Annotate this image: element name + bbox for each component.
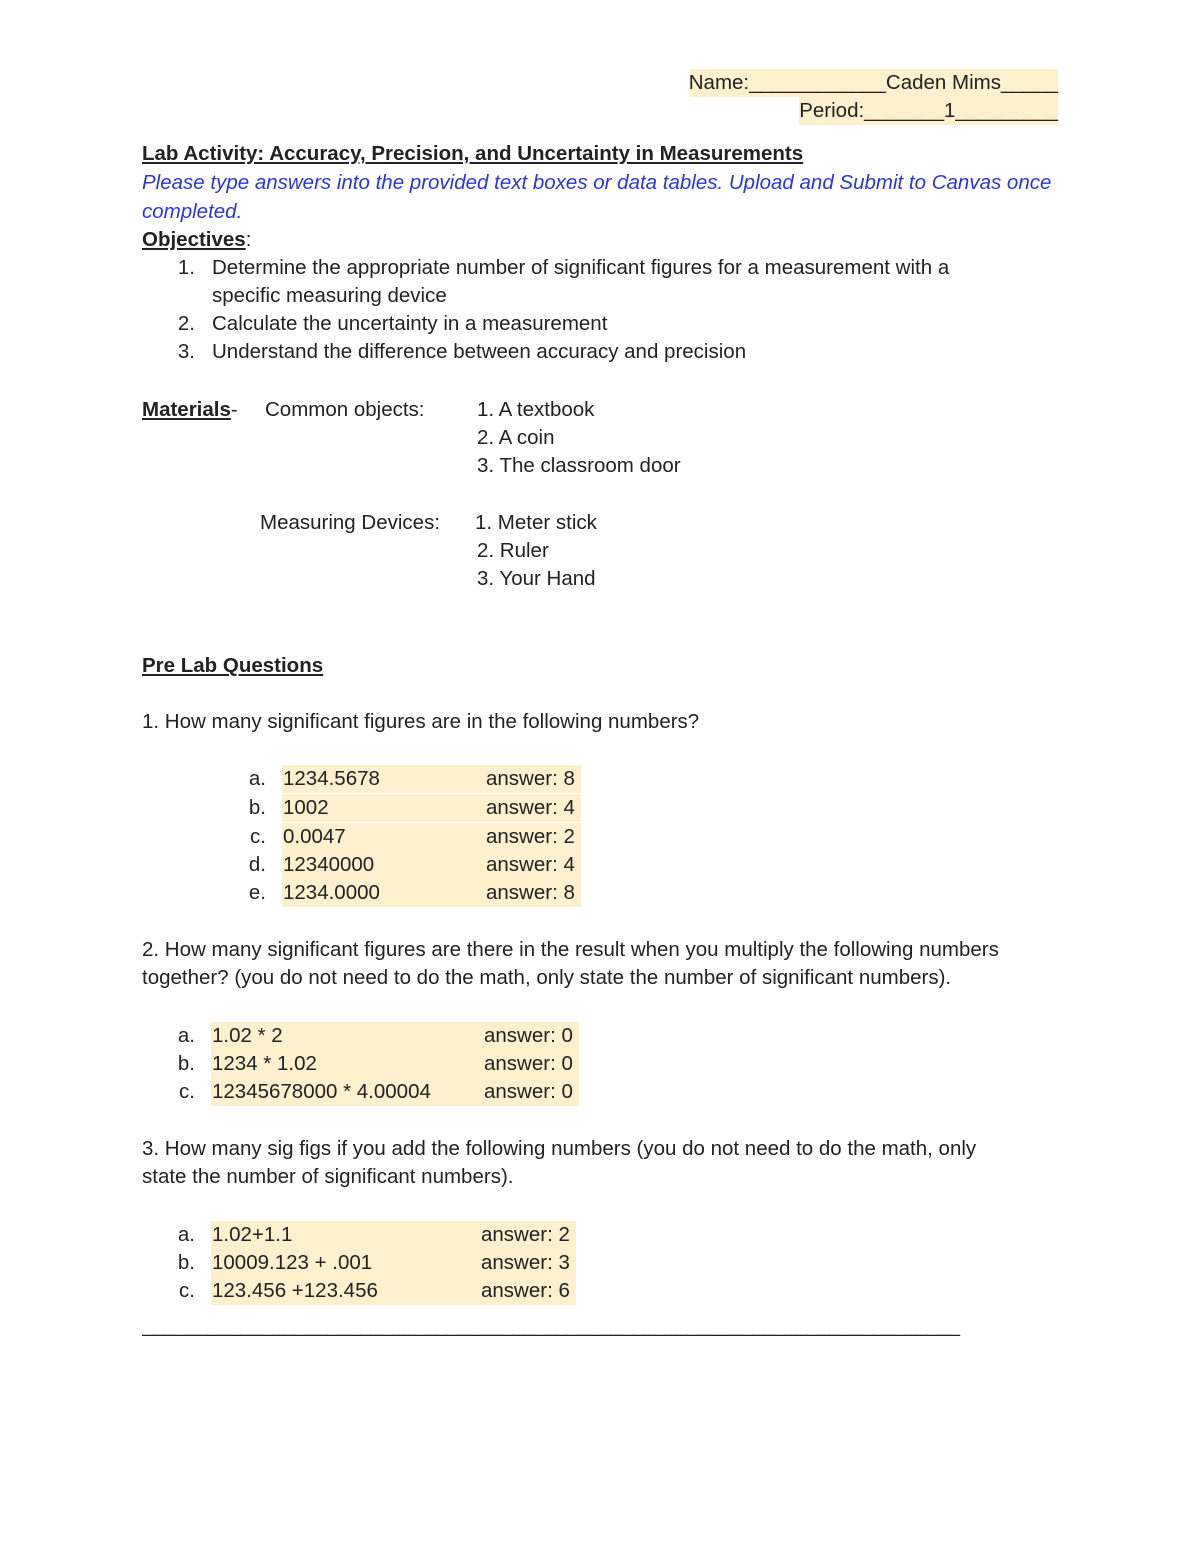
device-item: 2. Ruler	[477, 539, 549, 562]
q3-value: 123.456 +123.456	[212, 1279, 378, 1302]
q3-answer[interactable]: answer: 6	[481, 1279, 570, 1302]
objective-number: 3.	[177, 340, 195, 363]
prelab-heading: Pre Lab Questions	[142, 654, 324, 677]
materials-dash: -	[230, 398, 238, 421]
q1-answer[interactable]: answer: 8	[486, 767, 575, 790]
q3-answer[interactable]: answer: 2	[481, 1223, 570, 1246]
q1-answer[interactable]: answer: 2	[486, 825, 575, 848]
row-letter: c.	[250, 825, 266, 848]
q3-value: 10009.123 + .001	[212, 1251, 373, 1274]
question-2-prompt: 2. How many significant figures are there in the result when you multiply the following numbers	[142, 938, 999, 961]
q1-row-d	[236, 851, 581, 879]
objectives-heading-label: Objectives	[142, 228, 246, 251]
materials-heading	[142, 396, 238, 424]
q1-answer[interactable]: answer: 4	[486, 796, 575, 819]
q2-row-a	[165, 1022, 579, 1050]
period-field[interactable]: Period:_______1_________	[799, 97, 1058, 125]
materials-heading-label: Materials	[142, 398, 231, 421]
section-divider: ___________________________________________________________________________	[142, 1314, 960, 1337]
objective-number: 2.	[177, 312, 195, 335]
q3-row-a	[165, 1221, 576, 1249]
q1-value: 1234.0000	[283, 881, 380, 904]
q3-value: 1.02+1.1	[212, 1223, 293, 1246]
row-letter: b.	[177, 1052, 195, 1075]
q2-answer[interactable]: answer: 0	[484, 1080, 573, 1103]
q1-answer[interactable]: answer: 8	[486, 881, 575, 904]
q2-value: 12345678000 * 4.00004	[212, 1080, 431, 1103]
q3-row-c	[165, 1277, 576, 1305]
row-letter: a.	[177, 1223, 195, 1246]
row-letter: c.	[179, 1279, 195, 1302]
question-2-prompt-continued: together? (you do not need to do the math, only state the number of significant numbers).	[142, 966, 952, 989]
measuring-devices-label: Measuring Devices:	[260, 511, 441, 534]
q1-answer[interactable]: answer: 4	[486, 853, 575, 876]
material-item: 3. The classroom door	[477, 454, 681, 477]
device-item: 1. Meter stick	[475, 511, 597, 534]
q2-row-b	[165, 1050, 579, 1078]
objective-text: Calculate the uncertainty in a measurement	[212, 312, 608, 335]
objective-text-continued: specific measuring device	[212, 284, 447, 307]
page-title: Lab Activity: Accuracy, Precision, and Uncertainty in Measurements	[142, 142, 804, 165]
q3-answer[interactable]: answer: 3	[481, 1251, 570, 1274]
row-letter: c.	[179, 1080, 195, 1103]
common-objects-label: Common objects:	[265, 398, 425, 421]
device-item: 3. Your Hand	[477, 567, 596, 590]
objectives-colon: :	[245, 228, 252, 251]
row-letter: a.	[248, 767, 266, 790]
q2-value: 1.02 * 2	[212, 1024, 283, 1047]
row-letter: d.	[248, 853, 266, 876]
q1-row-c	[236, 823, 581, 851]
q1-row-b	[236, 794, 581, 822]
objective-text: Determine the appropriate number of significant figures for a measurement with a	[212, 256, 950, 279]
row-letter: a.	[177, 1024, 195, 1047]
objectives-heading	[142, 226, 251, 254]
q1-value: 1002	[283, 796, 329, 819]
q1-row-a	[236, 765, 581, 793]
q2-row-c	[165, 1078, 579, 1106]
q3-row-b	[165, 1249, 576, 1277]
q1-row-e	[236, 879, 581, 907]
q2-answer[interactable]: answer: 0	[484, 1052, 573, 1075]
objective-number: 1.	[177, 256, 195, 279]
row-letter: b.	[177, 1251, 195, 1274]
q2-answer[interactable]: answer: 0	[484, 1024, 573, 1047]
q1-value: 1234.5678	[283, 767, 380, 790]
question-1-prompt: 1. How many significant figures are in the following numbers?	[142, 710, 700, 733]
student-name-field[interactable]: Name:____________Caden Mims_____	[689, 69, 1058, 97]
q2-value: 1234 * 1.02	[212, 1052, 317, 1075]
row-letter: b.	[248, 796, 266, 819]
q1-value: 0.0047	[283, 825, 346, 848]
instructions-text: Please type answers into the provided text boxes or data tables. Upload and Submit to Canvas once completed.	[142, 171, 1052, 223]
objective-text: Understand the difference between accuracy and precision	[212, 340, 747, 363]
material-item: 2. A coin	[477, 426, 555, 449]
q1-value: 12340000	[283, 853, 375, 876]
row-letter: e.	[248, 881, 266, 904]
material-item: 1. A textbook	[477, 398, 595, 421]
question-3-prompt: 3. How many sig figs if you add the following numbers (you do not need to do the math, only	[142, 1137, 977, 1160]
question-3-prompt-continued: state the number of significant numbers).	[142, 1165, 514, 1188]
